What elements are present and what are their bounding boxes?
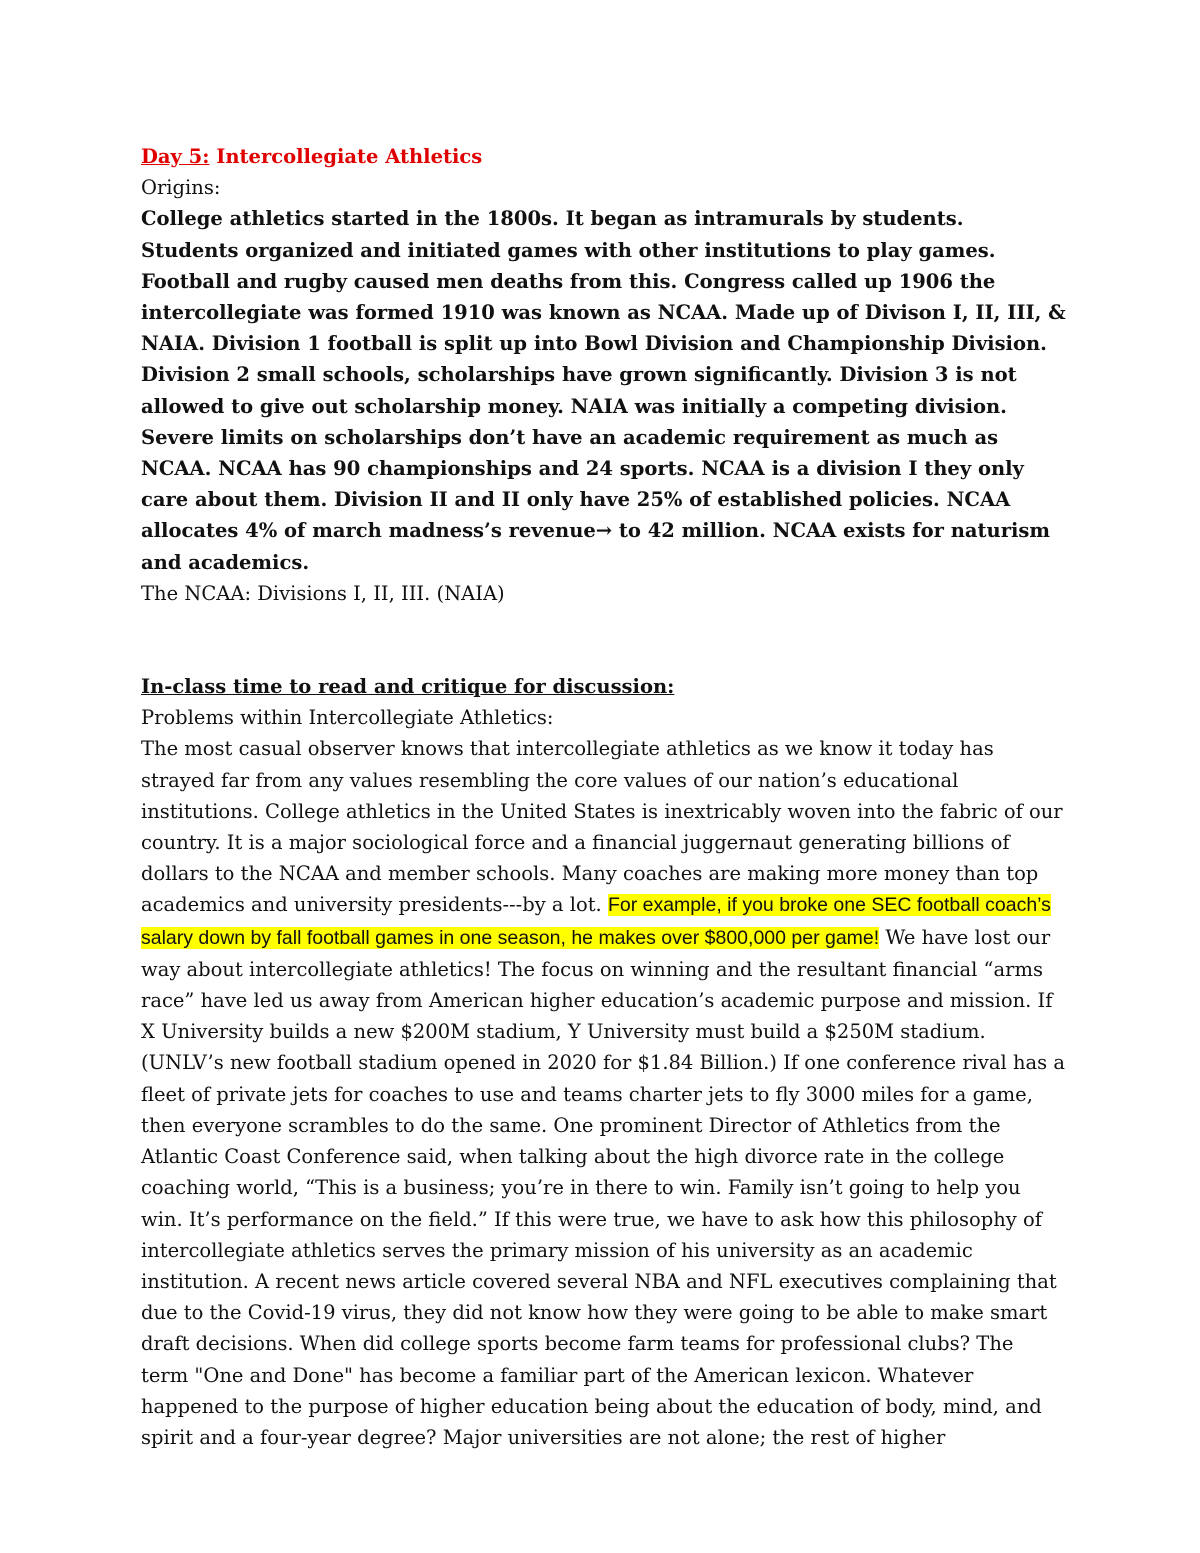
body-text-part2: We have lost our way about intercollegiate athletics! The focus on winning and the resultant financial “arms race” have led us away from American higher education’s academic purpose and mission. If X University builds a new $200M stadium, Y University must build a $250M stadium. (UNLV’s new football stadium opened in 2020 for $1.84 Billion.) If one conference rival has a fleet of private jets for coaches to use and teams charter jets to fly 3000 miles for a game, then everyone scrambles to do the same. One prominent Director of Athletics from the Atlantic Coast Conference said, when talking about the high divorce rate in the college coaching world, “This is a business; you’re in there to win. Family isn’t going to help you win. It’s performance on the field.” If this were true, we have to ask how this philosophy of intercollegiate athletics serves the primary mission of his university as an academic institution. A recent news article covered several NBA and NFL executives complaining that due to the Covid-19 virus, they did not know how they were going to be able to make smart draft decisions. When did college sports become farm teams for professional clubs? The term "One and Done" has become a familiar part of the American lexicon. Whatever happened to the purpose of higher education being about the education of body, mind, and spirit and a four-year degree? Major universities are not alone; the rest of higher [141, 925, 1065, 1449]
section-spacer [141, 609, 1066, 671]
document-page [141, 141, 1066, 1453]
title-topic: Intercollegiate Athletics [216, 145, 483, 168]
highlighted-text: For example, if you broke one SEC football coach’s salary down by fall football games in one season, he makes over $800,000 per game! [141, 894, 1051, 949]
problems-label: Problems within Intercollegiate Athletics: [141, 706, 554, 730]
body-paragraph [141, 733, 1066, 1453]
ncaa-divisions-line: The NCAA: Divisions I, II, III. (NAIA) [141, 581, 505, 605]
origins-label: Origins: [141, 176, 221, 200]
title-day: Day 5: [141, 145, 210, 168]
origins-notes: College athletics started in the 1800s. It began as intramurals by students. Students organized and initiated games with other institutions to play games. Football and rugby caused men deaths from this. Congress called up 1906 the intercollegiate was formed 1910 was known as NCAA. Made up of Divison I, II, III, & NAIA. Division 1 football is split up into Bowl Division and Championship Division. Division 2 small schools, scholarships have grown significantly. Division 3 is not allowed to give out scholarship money. NAIA was initially a competing division. Severe limits on scholarships don’t have an academic requirement as much as NCAA. NCAA has 90 championships and 24 sports. NCAA is a division I they only care about them. Division II and II only have 25% of established policies. NCAA allocates 4% of march madness’s revenue→ to 42 million. NCAA exists for naturism and academics. [141, 207, 1066, 574]
inclass-heading: In-class time to read and critique for discussion: [141, 675, 675, 699]
body-text-part1: The most casual observer knows that intercollegiate athletics as we know it today has strayed far from any values resembling the core values of our nation’s educational institutions. College athletics in the United States is inextricably woven into the fabric of our country. It is a major sociological force and a financial juggernaut generating billions of dollars to the NCAA and member schools. Many coaches are making more money than top academics and university presidents---by a lot. [141, 737, 1063, 917]
page-title [141, 141, 1066, 172]
